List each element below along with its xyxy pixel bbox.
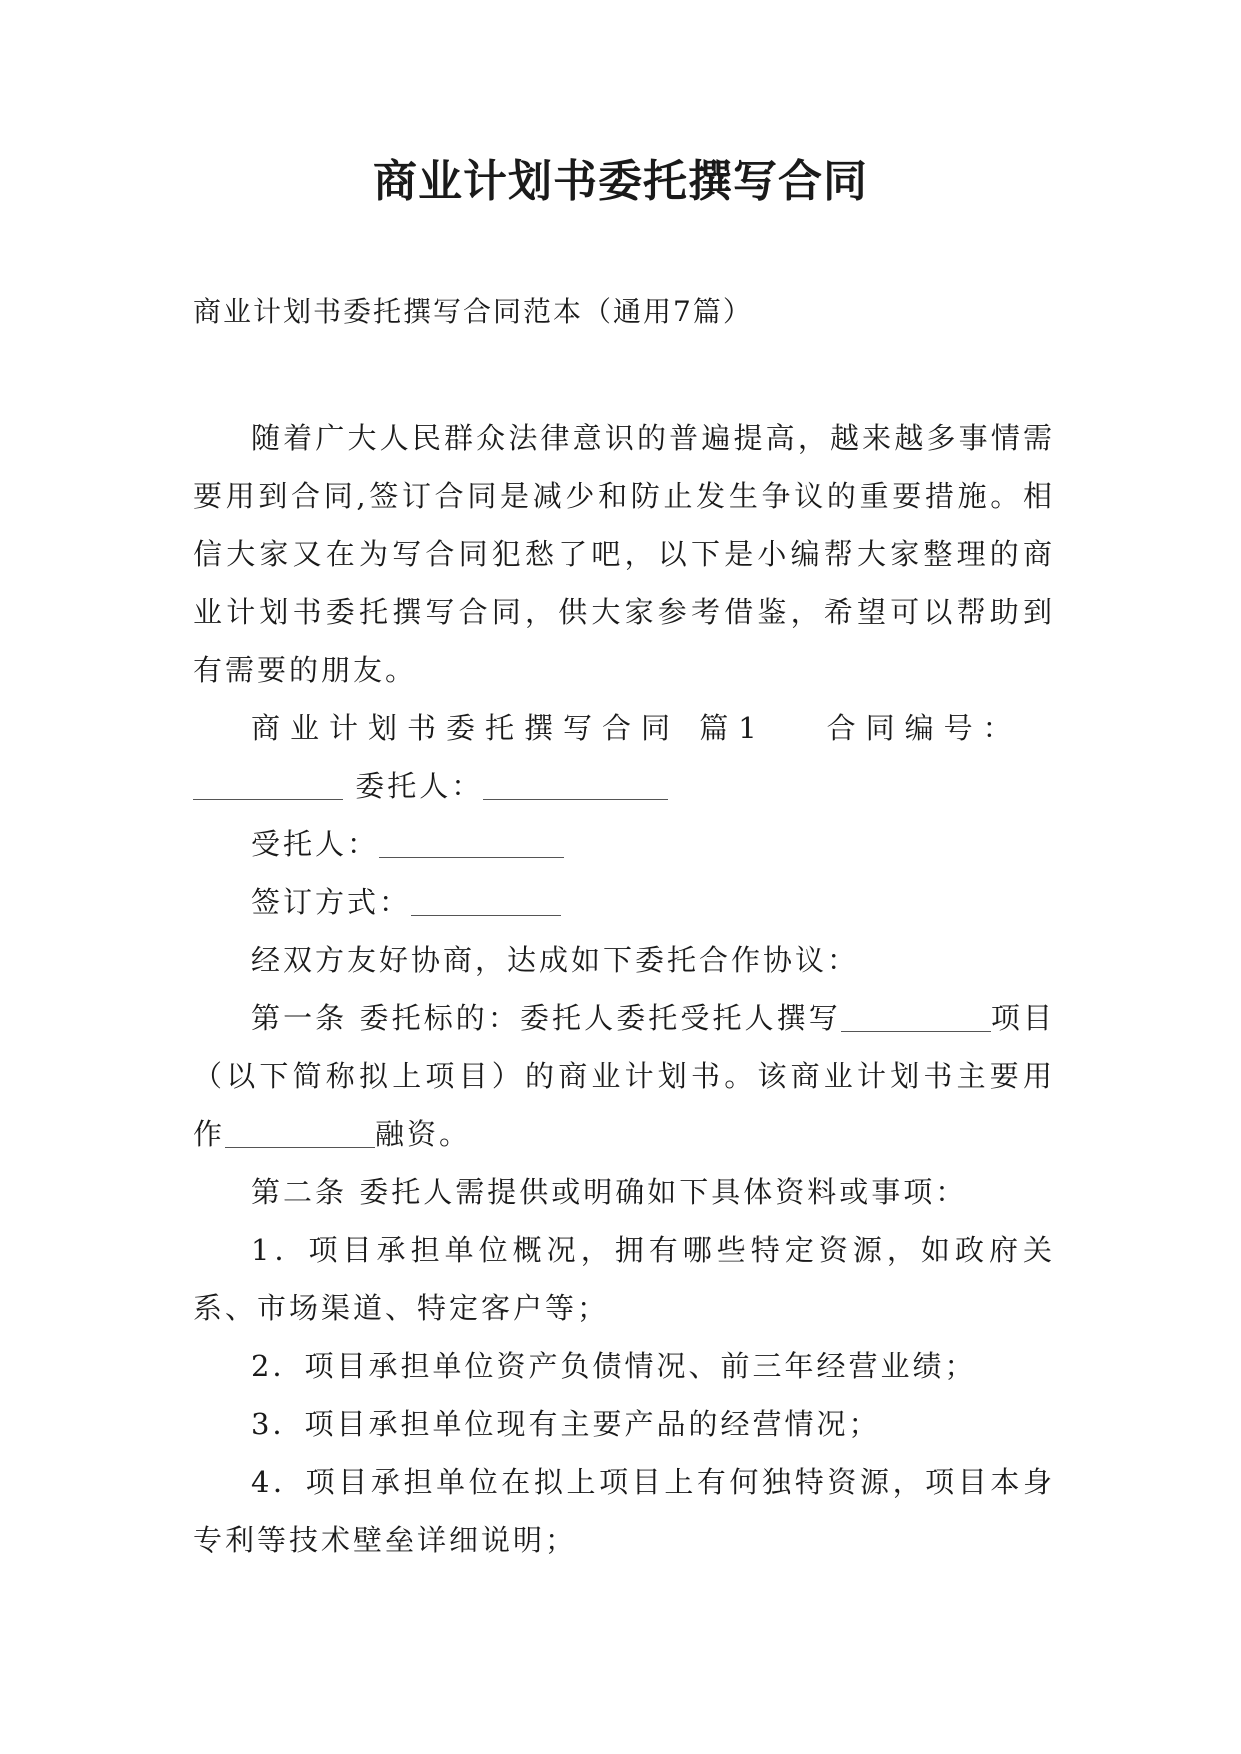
- list-item-4: 4．项目承担单位在拟上项目上有何独特资源，项目本身专利等技术壁垒详细说明；: [193, 1465, 1055, 1557]
- agreement-line: 经双方友好协商，达成如下委托合作协议：: [251, 943, 860, 977]
- financing-blank: [225, 1118, 375, 1148]
- contract-no-line: [193, 757, 1055, 815]
- sign-method-blank: [411, 886, 561, 916]
- sign-method-line: [193, 873, 1055, 931]
- sign-method-label: 签订方式：: [251, 885, 412, 919]
- contract-heading-text: 商业计划书委托撰写合同 篇1: [251, 711, 767, 745]
- contract-no-label: 合同编号：: [826, 711, 1022, 745]
- agent-line: [193, 815, 1055, 873]
- list-item-3: 3．项目承担单位现有主要产品的经营情况；: [251, 1407, 881, 1441]
- agent-blank: [379, 828, 564, 858]
- client-label: 委托人：: [355, 769, 484, 803]
- document-body: [193, 409, 1055, 1569]
- agent-label: 受托人：: [251, 827, 380, 861]
- list-item-2: 2．项目承担单位资产负债情况、前三年经营业绩；: [251, 1349, 977, 1383]
- client-blank: [483, 770, 668, 800]
- article-1: [193, 989, 1055, 1163]
- article-1-text-a: 第一条 委托标的：委托人委托受托人撰写: [251, 1001, 841, 1035]
- list-item-1: 1．项目承担单位概况，拥有哪些特定资源，如政府关系、市场渠道、特定客户等；: [193, 1233, 1055, 1325]
- article-2: 第二条 委托人需提供或明确如下具体资料或事项：: [251, 1175, 968, 1209]
- article-1-text-b: 项目（以下简称拟上项目）的商业计划书。该商业计划书主要用作: [193, 1001, 1055, 1151]
- document-subtitle: 商业计划书委托撰写合同范本（通用7篇）: [193, 295, 753, 328]
- contract-no-blank: [193, 770, 343, 800]
- contract-heading: [193, 699, 1055, 757]
- article-1-text-c: 融资。: [375, 1117, 472, 1151]
- project-name-blank: [841, 1002, 991, 1032]
- intro-paragraph: 随着广大人民群众法律意识的普遍提高，越来越多事情需要用到合同,签订合同是减少和防止发生争议的重要措施。相信大家又在为写合同犯愁了吧，以下是小编帮大家整理的商业计划书委托撰写合同，供大家参考借鉴，希望可以帮助到有需要的朋友。: [193, 421, 1055, 687]
- document-title: 商业计划书委托撰写合同: [373, 156, 868, 207]
